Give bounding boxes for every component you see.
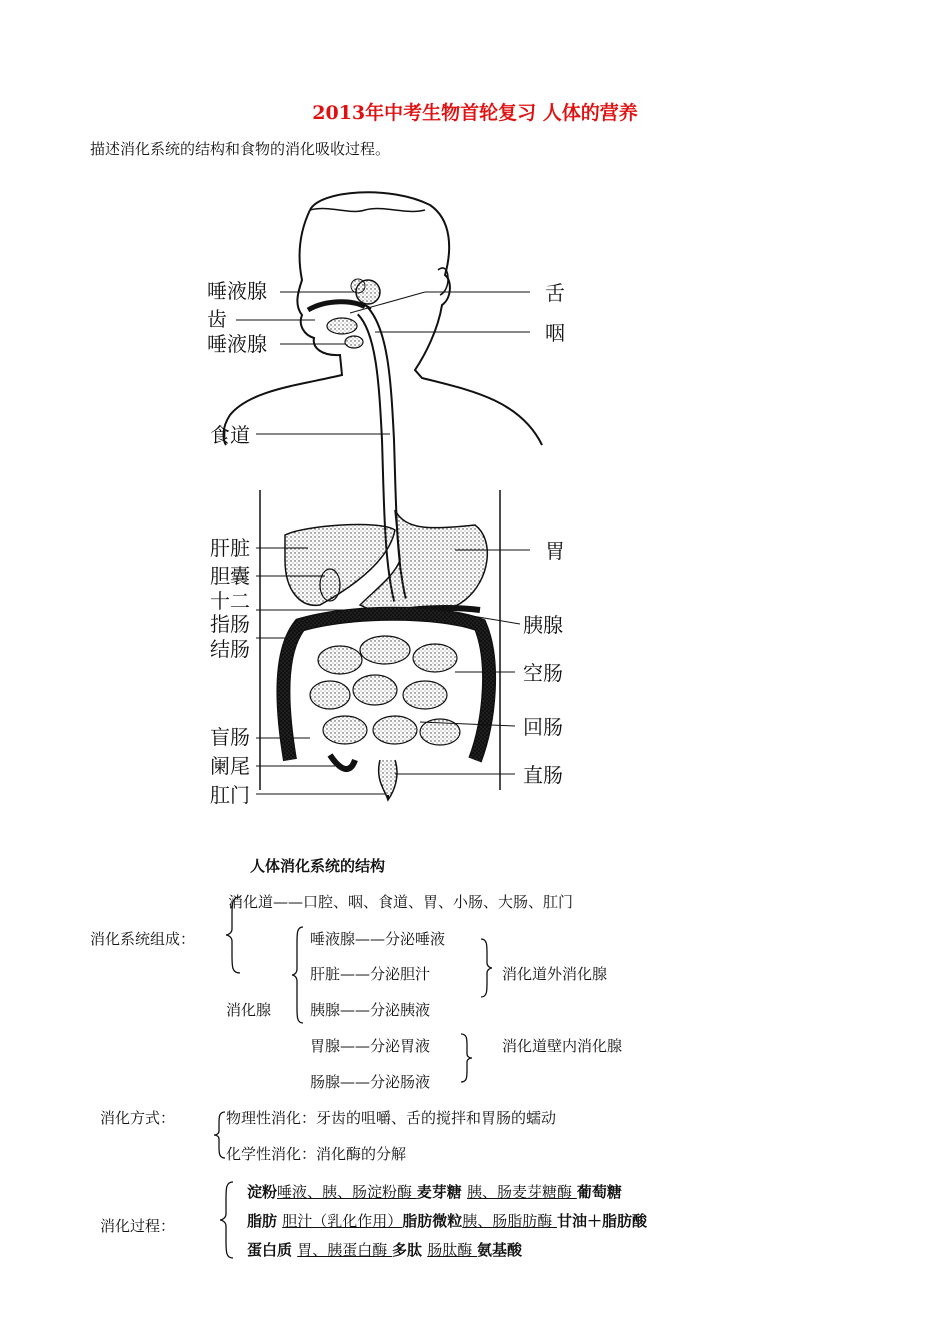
label-cecum: 盲肠 bbox=[210, 725, 250, 749]
structure-heading: 人体消化系统的结构 bbox=[250, 857, 386, 875]
label-anus: 肛门 bbox=[210, 783, 250, 807]
fat-intermediate: 脂肪微粒 bbox=[402, 1212, 463, 1230]
fat-substrate: 脂肪 bbox=[247, 1212, 283, 1230]
inner-glands: 消化道壁内消化腺 bbox=[502, 1037, 623, 1055]
protein-enzyme-2: 肠肽酶 bbox=[427, 1241, 478, 1259]
label-esophagus: 食道 bbox=[210, 423, 250, 447]
glands-label: 消化腺 bbox=[226, 1001, 272, 1019]
starch-intermediate: 麦芽糖 bbox=[416, 1183, 468, 1201]
chemical-digestion: 化学性消化：消化酶的分解 bbox=[226, 1145, 407, 1163]
starch-enzyme-1: 唾液、胰、肠淀粉酶 bbox=[277, 1183, 417, 1201]
protein-intermediate: 多肽 bbox=[392, 1241, 428, 1259]
protein-product: 氨基酸 bbox=[477, 1241, 523, 1259]
process-starch bbox=[247, 1181, 622, 1202]
digestive-system-diagram bbox=[190, 180, 590, 820]
digestive-tract: 消化道——口腔、咽、食道、胃、小肠、大肠、肛门 bbox=[228, 893, 574, 911]
process-fat bbox=[247, 1210, 647, 1231]
label-teeth: 齿 bbox=[207, 307, 227, 331]
brace-glands bbox=[290, 925, 306, 1025]
label-salivary-gland-upper: 唾液腺 bbox=[207, 279, 267, 303]
brace-process bbox=[218, 1180, 236, 1260]
label-tongue: 舌 bbox=[545, 281, 565, 305]
label-duodenum-1: 十二 bbox=[210, 589, 250, 613]
page-title: 2013年中考生物首轮复习 人体的营养 bbox=[312, 102, 638, 124]
protein-substrate: 蛋白质 bbox=[247, 1241, 298, 1259]
label-liver: 肝脏 bbox=[210, 536, 250, 560]
fat-enzyme-2: 胰、肠脂肪酶 bbox=[462, 1212, 558, 1230]
label-ileum: 回肠 bbox=[523, 715, 563, 739]
label-pharynx: 咽 bbox=[545, 321, 565, 345]
starch-enzyme-2: 胰、肠麦芽糖酶 bbox=[467, 1183, 577, 1201]
physical-digestion: 物理性消化：牙齿的咀嚼、舌的搅拌和胃肠的蠕动 bbox=[226, 1109, 557, 1127]
label-stomach: 胃 bbox=[545, 539, 565, 563]
starch-substrate: 淀粉 bbox=[247, 1183, 278, 1201]
label-duodenum-2: 指肠 bbox=[210, 612, 250, 636]
fat-product: 甘油＋脂肪酸 bbox=[557, 1212, 648, 1230]
gland-item: 胰腺——分泌胰液 bbox=[310, 1001, 431, 1019]
label-jejunum: 空肠 bbox=[523, 661, 563, 685]
gland-item: 肠腺——分泌肠液 bbox=[310, 1073, 431, 1091]
outer-glands: 消化道外消化腺 bbox=[502, 965, 608, 983]
process-protein bbox=[247, 1239, 522, 1260]
protein-enzyme-1: 胃、胰蛋白酶 bbox=[297, 1241, 393, 1259]
small-intestine bbox=[310, 636, 460, 745]
process-label: 消化过程： bbox=[100, 1217, 176, 1235]
tongue bbox=[327, 318, 357, 334]
label-appendix: 阑尾 bbox=[210, 754, 250, 778]
fat-enzyme-1: 胆汁（乳化作用） bbox=[282, 1212, 403, 1230]
gland-item: 肝脏——分泌胆汁 bbox=[310, 965, 431, 983]
digestion-mode-label: 消化方式： bbox=[100, 1109, 176, 1127]
label-gallbladder: 胆囊 bbox=[210, 564, 250, 588]
brace-outer-glands bbox=[478, 937, 494, 999]
salivary-gland-lower bbox=[345, 336, 363, 348]
brace-composition bbox=[224, 895, 244, 975]
label-salivary-gland-lower: 唾液腺 bbox=[207, 332, 267, 356]
label-rectum: 直肠 bbox=[523, 763, 563, 787]
appendix bbox=[330, 755, 355, 769]
gland-item: 唾液腺——分泌唾液 bbox=[310, 930, 446, 948]
brace-inner-glands bbox=[458, 1032, 474, 1084]
composition-label: 消化系统组成： bbox=[90, 930, 196, 948]
label-colon: 结肠 bbox=[210, 637, 250, 661]
gland-item: 胃腺——分泌胃液 bbox=[310, 1037, 431, 1055]
label-pancreas: 胰腺 bbox=[523, 613, 563, 637]
starch-product: 葡萄糖 bbox=[576, 1183, 622, 1201]
intro-text: 描述消化系统的结构和食物的消化吸收过程。 bbox=[90, 140, 391, 158]
gallbladder bbox=[320, 569, 340, 601]
